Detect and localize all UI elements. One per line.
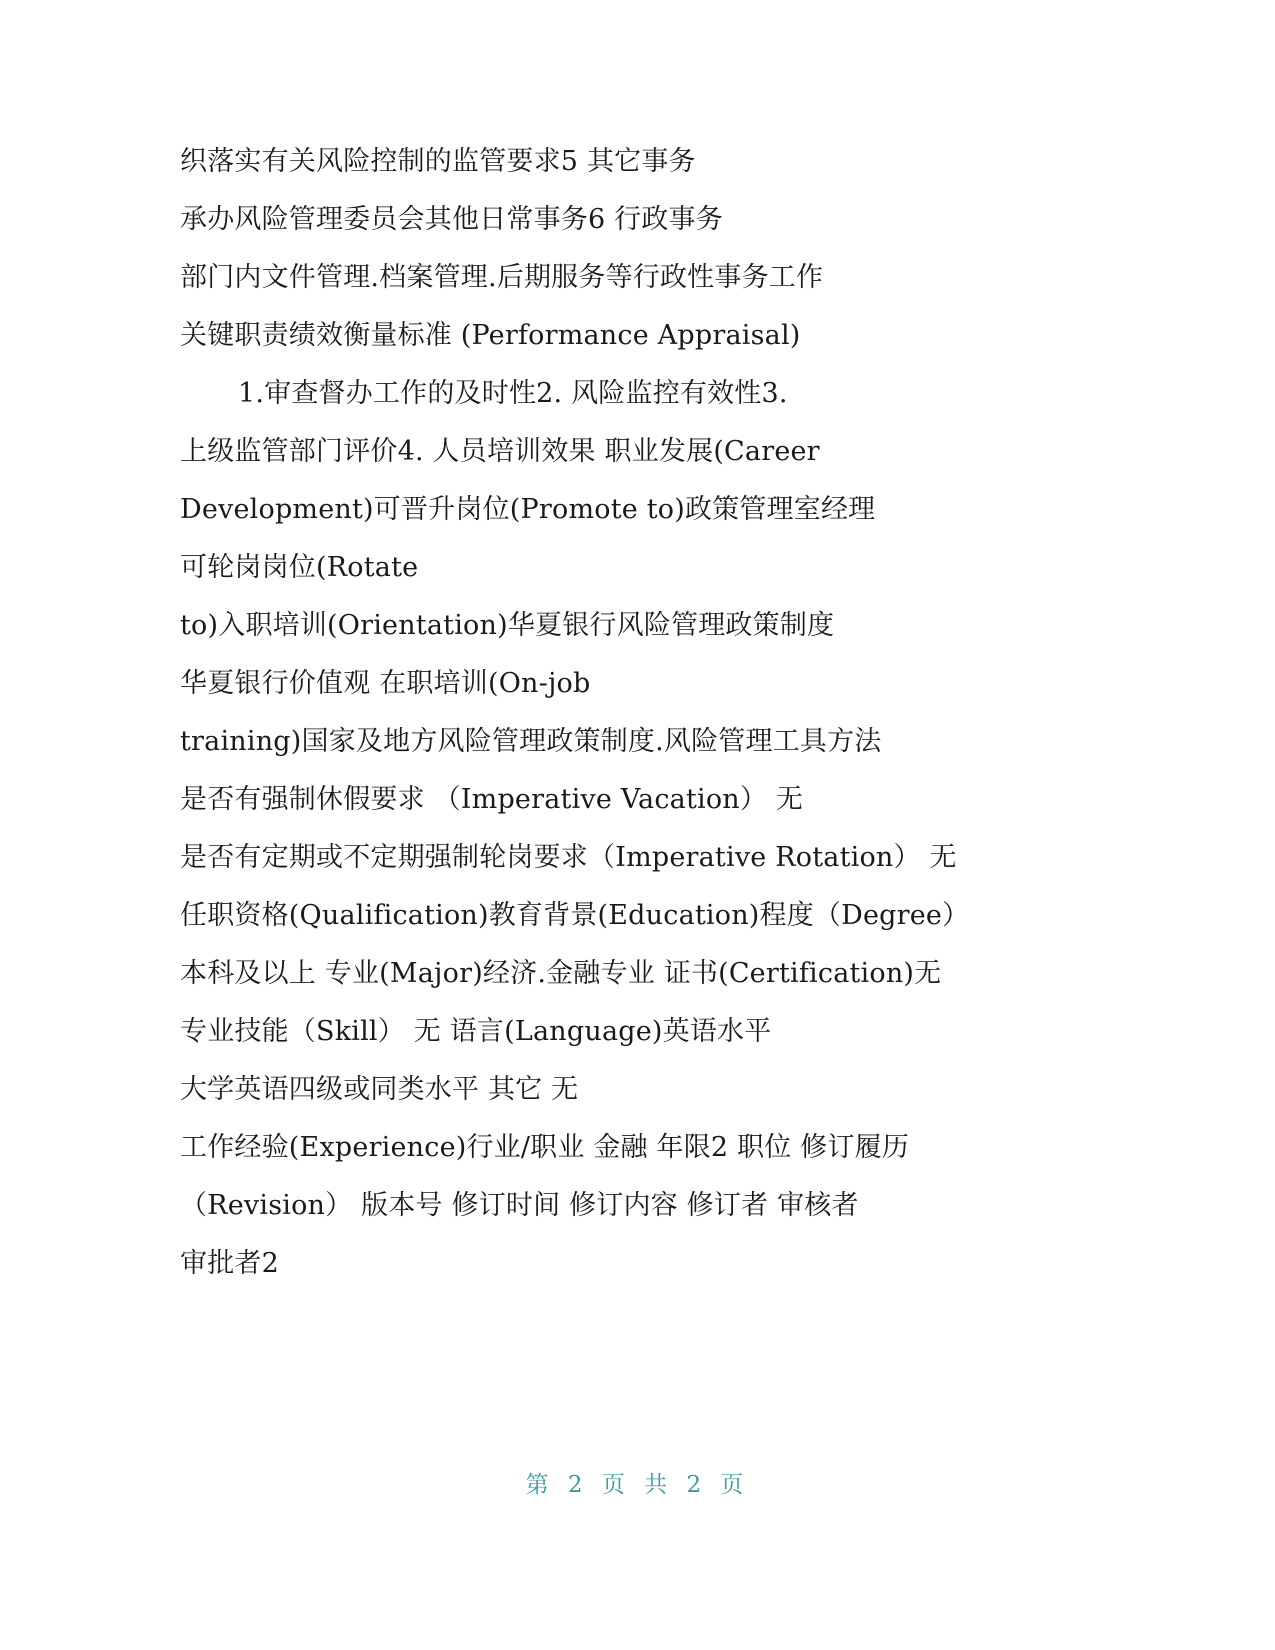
text-line: 上级监管部门评价4. 人员培训效果 职业发展(Career xyxy=(180,436,820,467)
text-line: 工作经验(Experience)行业/职业 金融 年限2 职位 修订履历 xyxy=(180,1132,910,1163)
text-line: Development)可晋升岗位(Promote to)政策管理室经理 xyxy=(180,494,876,525)
text-line: 织落实有关风险控制的监管要求5 其它事务 xyxy=(180,146,696,177)
text-line: 大学英语四级或同类水平 其它 无 xyxy=(180,1074,579,1105)
text-line: 承办风险管理委员会其他日常事务6 行政事务 xyxy=(180,204,723,235)
page-number-footer: 第 2 页 共 2 页 xyxy=(525,1472,750,1498)
text-line: 1.审查督办工作的及时性2. 风险监控有效性3. xyxy=(238,378,788,409)
text-line: 任职资格(Qualification)教育背景(Education)程度（Degree） xyxy=(180,900,970,931)
text-line: training)国家及地方风险管理政策制度.风险管理工具方法 xyxy=(180,726,882,757)
document-body xyxy=(180,142,1050,1302)
text-line: 是否有强制休假要求 （Imperative Vacation） 无 xyxy=(180,784,804,815)
text-line: （Revision） 版本号 修订时间 修订内容 修订者 审核者 xyxy=(180,1190,859,1221)
text-line: 是否有定期或不定期强制轮岗要求（Imperative Rotation） 无 xyxy=(180,842,957,873)
text-line: 关键职责绩效衡量标准 (Performance Appraisal) xyxy=(180,320,801,351)
text-line: 可轮岗岗位(Rotate xyxy=(180,552,419,583)
text-line: 专业技能（Skill） 无 语言(Language)英语水平 xyxy=(180,1016,772,1047)
text-line: 部门内文件管理.档案管理.后期服务等行政性事务工作 xyxy=(180,262,824,293)
text-line: 本科及以上 专业(Major)经济.金融专业 证书(Certification)无 xyxy=(180,958,942,989)
text-line: to)入职培训(Orientation)华夏银行风险管理政策制度 xyxy=(180,610,835,641)
text-line: 华夏银行价值观 在职培训(On-job xyxy=(180,668,591,699)
text-line: 审批者2 xyxy=(180,1248,279,1279)
